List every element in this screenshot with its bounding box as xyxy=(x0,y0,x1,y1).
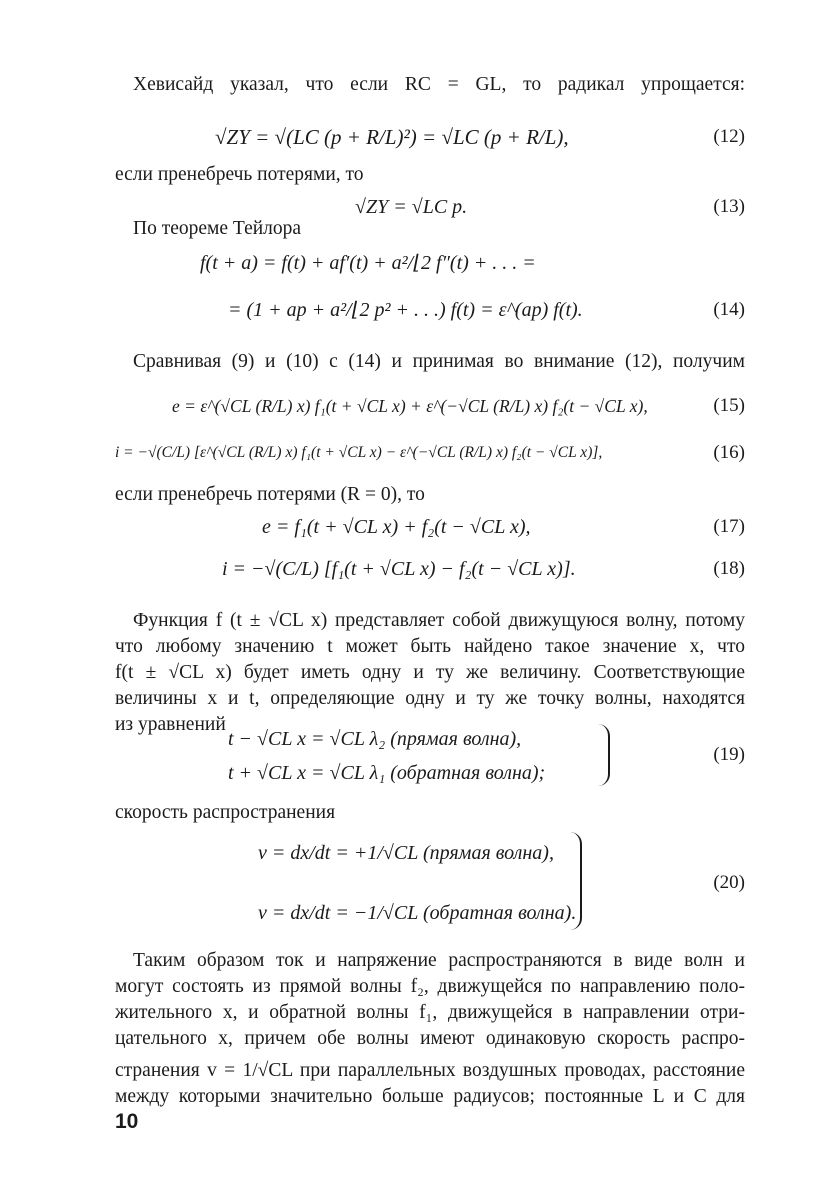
equation-number: (20) xyxy=(713,872,745,893)
equation-number: (12) xyxy=(713,126,745,147)
page-number: 10 xyxy=(115,1110,139,1133)
text-line: что любому значению t может быть найдено такое значение x, что xyxy=(115,636,745,657)
formula-taylor-1: f(t + a) = f(t) + af′(t) + a²/⌊2 f″(t) + . . . = xyxy=(200,252,536,274)
text-line: если пренебречь потерями (R = 0), то xyxy=(115,484,425,505)
formula-radical: √ZY = √(LC (p + R/L)²) = √LC (p + R/L), xyxy=(215,125,569,149)
text-line: Сравнивая (9) и (10) с (14) и принимая во внимание (12), получим xyxy=(133,351,745,372)
equation-number: (19) xyxy=(713,744,745,765)
formula-velocity-reflected: v = dx/dt = −1/√CL (обратная волна). xyxy=(258,902,577,924)
equation-number: (13) xyxy=(713,196,745,217)
equation-number: (18) xyxy=(713,558,745,579)
text-line: из уравнений xyxy=(115,714,226,735)
text-line: странения v = 1/√CL при параллельных воздушных проводах, расстояние xyxy=(115,1060,745,1081)
formula-current: i = −√(C/L) [ε^(√CL (R/L) x) f₁(t + √CL x) − ε^(−√CL (R/L) x) f₂(t − √CL x)], xyxy=(115,444,603,461)
equation-number: (15) xyxy=(713,395,745,416)
formula-direct-wave: t − √CL x = √CL λ₂ (прямая волна), xyxy=(228,728,522,750)
right-brace xyxy=(598,724,610,786)
text-line: Хевисайд указал, что если RC = GL, то радикал упрощается: xyxy=(133,74,745,95)
text-line: Таким образом ток и напряжение распространяются в виде волн и xyxy=(133,950,745,971)
text-line: между которыми значительно больше радиусов; постоянные L и C для xyxy=(115,1086,745,1107)
text-line: цательного x, причем обе волны имеют одинаковую скорость распро- xyxy=(115,1028,745,1049)
equation-number: (14) xyxy=(713,299,745,320)
formula-taylor-2: = (1 + ap + a²/⌊2 p² + . . .) f(t) = ε^(ap) f(t). xyxy=(228,299,583,321)
formula-lossless: √ZY = √LC p. xyxy=(355,196,468,218)
equation-number: (16) xyxy=(713,442,745,463)
formula-velocity-direct: v = dx/dt = +1/√CL (прямая волна), xyxy=(258,842,554,864)
text-line: если пренебречь потерями, то xyxy=(115,164,364,185)
formula-voltage: e = ε^(√CL (R/L) x) f₁(t + √CL x) + ε^(−√CL (R/L) x) f₂(t − √CL x), xyxy=(172,396,648,416)
equation-number: (17) xyxy=(713,516,745,537)
formula-voltage-lossless: e = f₁(t + √CL x) + f₂(t − √CL x), xyxy=(262,516,531,538)
text-line: По теореме Тейлора xyxy=(133,218,302,239)
text-line: жительного x, и обратной волны f₁, движущейся в направлении отри- xyxy=(115,1002,745,1023)
formula-reflected-wave: t + √CL x = √CL λ₁ (обратная волна); xyxy=(228,762,546,784)
text-line: величины x и t, определяющие одну и ту же точку волны, находятся xyxy=(115,688,745,709)
text-line: скорость распространения xyxy=(115,802,336,823)
right-brace xyxy=(570,832,582,930)
formula-current-lossless: i = −√(C/L) [f₁(t + √CL x) − f₂(t − √CL x)]. xyxy=(222,558,576,580)
text-line: Функция f (t ± √CL x) представляет собой движущуюся волну, потому xyxy=(133,610,745,631)
text-line: могут состоять из прямой волны f₂, движущейся по направлению поло- xyxy=(115,976,745,997)
text-line: f(t ± √CL x) будет иметь одну и ту же величину. Соответствующие xyxy=(115,662,745,683)
